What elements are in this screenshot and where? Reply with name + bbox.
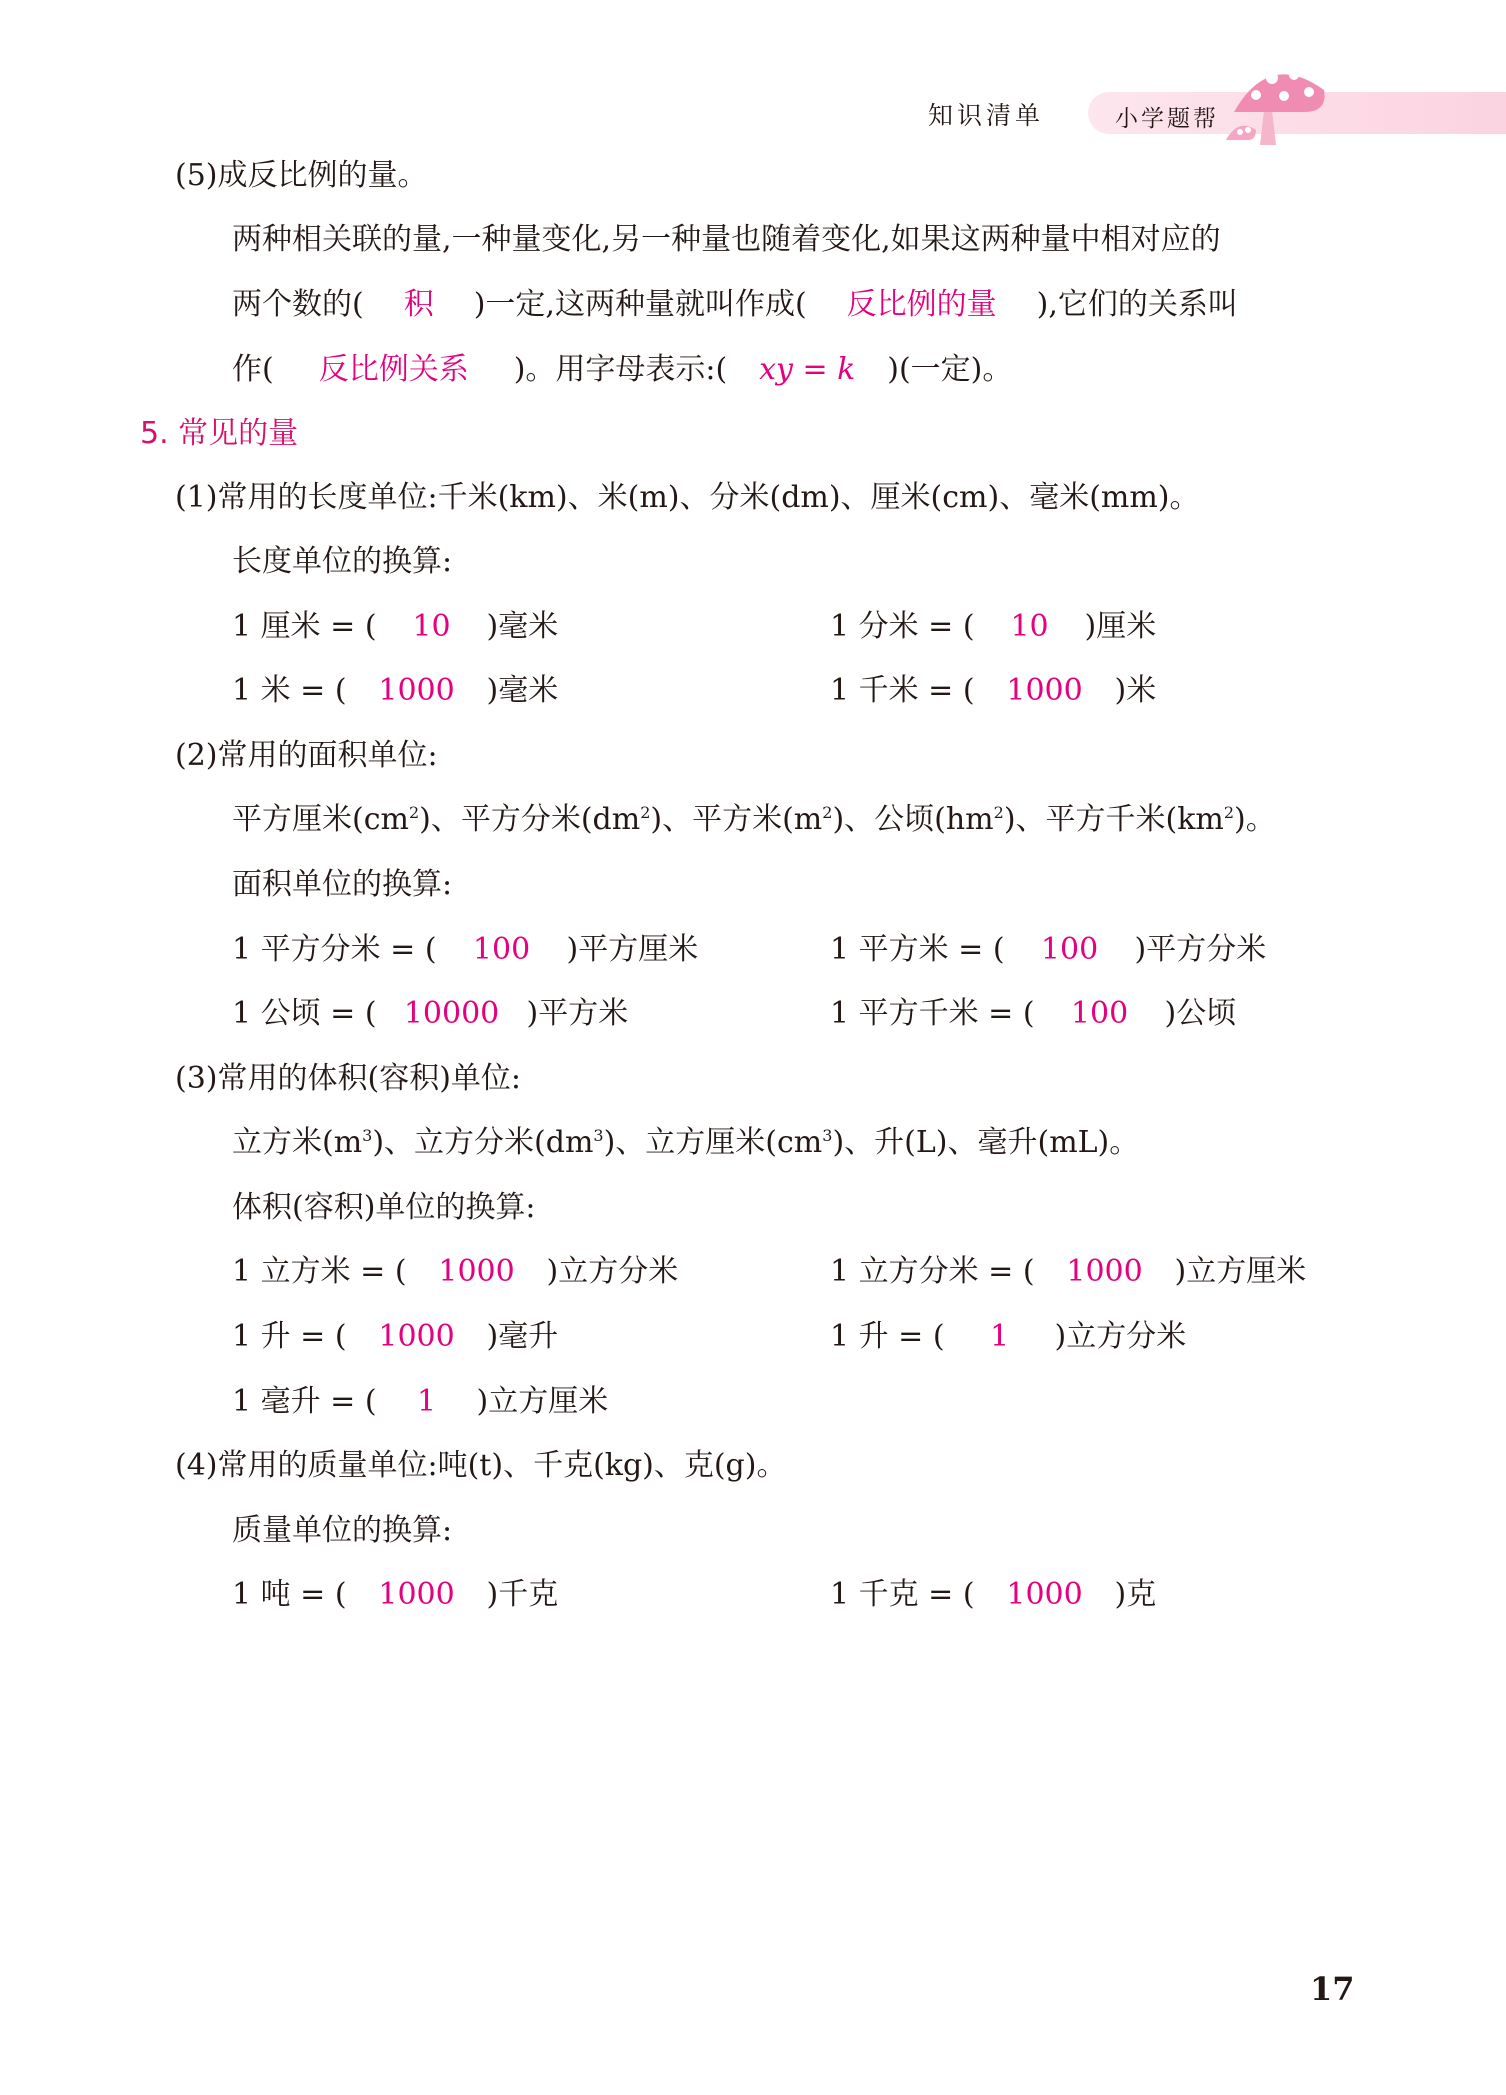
conversion-row: 1 立方分米 = ( 1000 )立方厘米: [830, 1252, 1306, 1292]
page-number: 17: [1310, 1970, 1355, 2008]
answer-blank: 10000: [403, 996, 500, 1031]
answer-blank: 1: [990, 1319, 1010, 1354]
length-conversion-label: 长度单位的换算:: [232, 544, 453, 579]
header-brand-label: 小学题帮: [1115, 106, 1219, 132]
answer-blank: 100: [1070, 996, 1129, 1031]
paragraph-line-3: 作( 反比例关系 )。用字母表示:( xy = k )(一定)。: [232, 350, 1012, 390]
conversion-row: 1 吨 = ( 1000 )千克: [232, 1575, 558, 1615]
conversion-row: 1 公顷 = ( 10000 )平方米: [232, 994, 628, 1034]
paragraph-line-2: 两个数的( 积 )一定,这两种量就叫作成( 反比例的量 ),它们的关系叫: [232, 285, 1238, 325]
answer-blank: 积: [403, 287, 434, 322]
conversion-row: 1 分米 = ( 10 )厘米: [830, 607, 1156, 647]
answer-blank: 1000: [378, 1319, 455, 1354]
conversion-row: 1 升 = ( 1 )立方分米: [830, 1317, 1186, 1357]
conversion-row: 1 立方米 = ( 1000 )立方分米: [232, 1252, 678, 1292]
conversion-row: 1 千米 = ( 1000 )米: [830, 671, 1156, 711]
conversion-row: 1 平方千米 = ( 100 )公顷: [830, 994, 1236, 1034]
answer-blank: 100: [472, 932, 531, 967]
conversion-row: 1 千克 = ( 1000 )克: [830, 1575, 1156, 1615]
volume-conversion-label: 体积(容积)单位的换算:: [232, 1190, 536, 1225]
item-title-inverse: (5)成反比例的量。: [175, 158, 428, 193]
conversion-row: 1 升 = ( 1000 )毫升: [232, 1317, 558, 1357]
answer-blank: 1000: [1006, 1577, 1083, 1612]
volume-units-list: 立方米$(m^3)$、立方分米$(dm^3)$、立方厘米$(cm^3)$、升(L)、毫升(mL)。: [232, 1125, 1140, 1160]
answer-blank: 1000: [378, 1577, 455, 1612]
conversion-row: 1 米 = ( 1000 )毫米: [232, 671, 558, 711]
length-units-title: (1)常用的长度单位:千米(km)、米(m)、分米(dm)、厘米(cm)、毫米(mm)。: [175, 480, 1200, 515]
mass-conversion-label: 质量单位的换算:: [232, 1513, 453, 1548]
answer-blank: 1000: [378, 673, 455, 708]
volume-units-title: (3)常用的体积(容积)单位:: [175, 1061, 522, 1096]
conversion-row: 1 平方分米 = ( 100 )平方厘米: [232, 930, 698, 970]
mass-units-title: (4)常用的质量单位:吨(t)、千克(kg)、克(g)。: [175, 1448, 787, 1483]
section-title: 5. 常见的量: [140, 416, 299, 451]
answer-blank: 10: [412, 609, 451, 644]
answer-blank: 反比例的量: [846, 287, 997, 322]
answer-blank: xy = k: [759, 352, 856, 387]
mushroom-icon: [1224, 50, 1344, 150]
answer-blank: 1: [417, 1384, 437, 1419]
answer-blank: 100: [1040, 932, 1099, 967]
conversion-row: 1 厘米 = ( 10 )毫米: [232, 607, 558, 647]
paragraph-line-1: 两种相关联的量,一种量变化,另一种量也随着变化,如果这两种量中相对应的: [232, 222, 1221, 257]
answer-blank: 10: [1010, 609, 1049, 644]
answer-blank: 1000: [1066, 1254, 1143, 1289]
area-units-title: (2)常用的面积单位:: [175, 738, 438, 773]
answer-blank: 反比例关系: [318, 352, 469, 387]
header-section-label: 知识清单: [928, 101, 1045, 130]
answer-blank: 1000: [1006, 673, 1083, 708]
conversion-row: 1 平方米 = ( 100 )平方分米: [830, 930, 1266, 970]
conversion-row: 1 毫升 = ( 1 )立方厘米: [232, 1382, 608, 1422]
area-conversion-label: 面积单位的换算:: [232, 867, 453, 902]
answer-blank: 1000: [438, 1254, 515, 1289]
area-units-list: 平方厘米$(cm^2)$、平方分米$(dm^2)$、平方米$(m^2)$、公顷$(hm^2)$、平方千米$(km^2)$。: [232, 802, 1276, 837]
